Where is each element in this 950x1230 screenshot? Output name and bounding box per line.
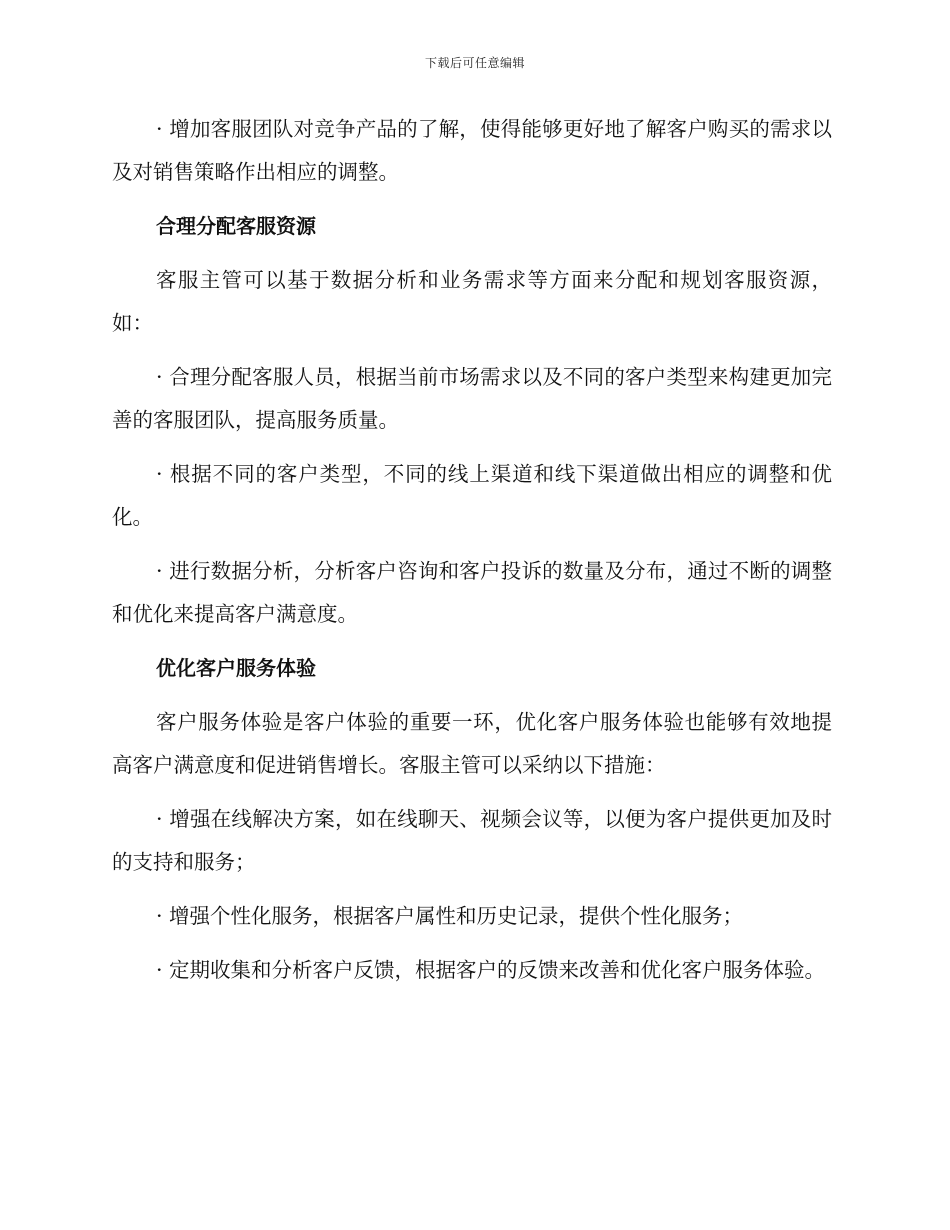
bullet-channel-adjustment: · 根据不同的客户类型，不同的线上渠道和线下渠道做出相应的调整和优化。 bbox=[112, 462, 832, 529]
paragraph-experience-intro: 客户服务体验是客户体验的重要一环，优化客户服务体验也能够有效地提高客户满意度和促进销售增长。客服主管可以采纳以下措施： bbox=[112, 710, 832, 777]
bullet-competitor-knowledge: · 增加客服团队对竞争产品的了解，使得能够更好地了解客户购买的需求以及对销售策略作出相应的调整。 bbox=[112, 117, 832, 184]
page-header: 下载后可任意编辑 bbox=[424, 56, 525, 70]
bullet-personalized-service: · 增强个性化服务，根据客户属性和历史记录，提供个性化服务； bbox=[156, 904, 744, 928]
document-body bbox=[112, 108, 832, 1003]
bullet-online-solutions: · 增强在线解决方案，如在线聊天、视频会议等，以便为客户提供更加及时的支持和服务； bbox=[112, 807, 832, 874]
section-heading-optimize-experience: 优化客户服务体验 bbox=[156, 656, 316, 680]
bullet-data-analysis: · 进行数据分析，分析客户咨询和客户投诉的数量及分布，通过不断的调整和优化来提高客户满意度。 bbox=[112, 559, 832, 626]
bullet-allocate-staff: · 合理分配客服人员，根据当前市场需求以及不同的客户类型来构建更加完善的客服团队，提高服务质量。 bbox=[112, 365, 832, 432]
paragraph-allocate-intro: 客服主管可以基于数据分析和业务需求等方面来分配和规划客服资源，如： bbox=[112, 268, 832, 335]
section-heading-allocate-resources: 合理分配客服资源 bbox=[156, 214, 316, 238]
bullet-feedback-collection: · 定期收集和分析客户反馈，根据客户的反馈来改善和优化客户服务体验。 bbox=[156, 958, 826, 982]
